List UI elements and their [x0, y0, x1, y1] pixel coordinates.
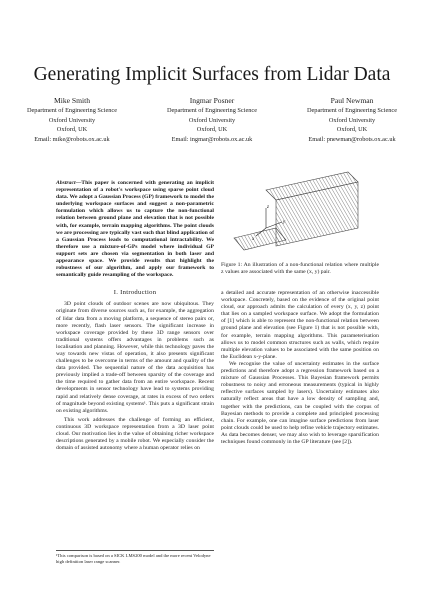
author-2: [144, 96, 280, 144]
author-3: [284, 96, 420, 144]
figure-caption: Figure 1: An illustration of a non-functional relation where multiple z values are associated with the same (x, y) pair.: [221, 262, 379, 276]
author-email: Email: mike@robots.ox.ac.uk: [34, 135, 110, 143]
author-department: Department of Engineering Science: [26, 107, 118, 114]
author-email: Email: ingmar@robots.ox.ac.uk: [171, 135, 253, 143]
author-department: Department of Engineering Science: [306, 107, 398, 114]
author-university: Oxford University: [48, 116, 96, 124]
lower-surface: [234, 228, 286, 250]
author-university: Oxford University: [328, 116, 376, 124]
author-name: Ingmar Posner: [189, 96, 235, 105]
author-1: [4, 96, 140, 144]
right-column: [221, 290, 379, 446]
y-axis-label: y: [283, 220, 286, 225]
x-axis-label: x: [252, 237, 255, 242]
abstract: Abstract—This paper is concerned with generating an implicit representation of a robot's workspace using sparse point cloud data. We adopt a Gaussian Process (GP) framework to model the underlying workspace surfaces and suggest a non-parametric formulation which allows us to capture the non-functional relation between ground plane and elevation that is not possible with, for example, terrain mapping algorithms. The point clouds we are processing are typically vast such that blind application of a Gaussian Process leads to computational intractability. We therefore use a mixture-of-GPs model where individual GP support sets are chosen via segmentation in both laser and appearance space. We provide results that highlight the robustness of our algorithm, and apply our framework to semantically guide resampling of the workspace.: [56, 180, 214, 279]
author-city: Oxford, UK: [196, 126, 228, 133]
abstract-label: Abstract: [56, 180, 76, 186]
intro-paragraph-4: We recognise the value of uncertainty estimates in the surface predictions and therefore adopt a regression framework based on a mixture of Gaussian Processes. This Bayesian framework permits robustness to noisy and erroneous measurements (typical in highly reflective surfaces sampled by lasers). Uncertainty estimates also naturally reflect areas that have a low density of sampling and, together with the predictions, can be coupled with the corpus of Bayesian methods to provide a complete and principled processing chain. For example, one can imagine surface predictions from laser point clouds could be used to help refine vehicle trajectory estimates. As data becomes denser, we may also wish to leverage sparsification techniques found commonly in the GP literature (see [2]).: [221, 360, 379, 445]
intro-paragraph-3: a detailed and accurate representation of an otherwise inaccessible workspace. Concretely, based on the evidence of the original point cloud, our approach admits the calculation of every (x, y, z) point that lies on a sampled workspace surface. We adopt the formulation of [1] which is able to represent the non-functional relation between ground plane and elevation (see Figure 1) that is not possible with, for example, terrain mapping algorithms. This parameterisation allows us to model common structures such as walls, which require multiple elevation values to be associated with the same position on the Euclidean x-y-plane.: [221, 290, 379, 360]
intro-paragraph-1: 3D point clouds of outdoor scenes are now ubiquitous. They originate from diverse sources such as, for example, the aggregation of lidar data from a moving platform, a sequence of stereo pairs or, more recently, flash laser sensors. The significant increase in workspace coverage provided by these 3D range sensors over traditional systems offers advantages in problems such as localisation and planning. However, while this technology paves the way towards new vistas of operation, it also presents significant challenges to be overcome in terms of the amount and quality of the data provided. The sequential nature of the data acquisition has previously implied a trade-off between sparsity of the coverage and the time required to gather data from an entire workspace. Recent developments in sensor technology have lead to systems providing rapid and relatively dense coverage, at rates in excess of two orders of magnitude beyond existing systems¹. This puts a significant strain on existing algorithms.: [56, 301, 214, 414]
author-name: Mike Smith: [53, 96, 91, 105]
footnote: ¹This comparison is based on a SICK LMS200 model and the more recent Velodyne high definition laser range scanner.: [56, 550, 214, 565]
author-city: Oxford, UK: [336, 126, 368, 133]
author-department: Department of Engineering Science: [166, 107, 258, 114]
author-email: Email: pnewman@robots.ox.ac.uk: [308, 135, 396, 143]
section-heading: I. Introduction: [113, 289, 157, 297]
figure-1-surface: [226, 168, 374, 260]
paper-title: Generating Implicit Surfaces from Lidar Data: [33, 64, 391, 85]
author-city: Oxford, UK: [56, 126, 88, 133]
author-block: [4, 96, 420, 144]
author-university: Oxford University: [188, 116, 236, 124]
abstract-text: This paper is concerned with generating an implicit representation of a robot's workspace using sparse point cloud data. We adopt a Gaussian Process (GP) framework to model the underlying workspace surfaces and suggest a non-parametric formulation which allows us to capture the non-functional relation between ground plane and elevation that is not possible with, for example, terrain mapping algorithms. The point clouds we are processing are typically vast such that blind application of a Gaussian Process leads to computational intractability. We therefore use a mixture-of-GPs model where individual GP support sets are chosen via segmentation in both laser and appearance space. We provide results that highlight the robustness of our algorithm, and apply our framework to semantically guide resampling of the workspace.: [56, 180, 214, 279]
intro-paragraph-2: This work addresses the challenge of forming an efficient, continuous 3D workspace representation from a 3D laser point cloud. Our motivation lies in the value of obtaining richer workspace descriptions generated by a mobile robot. We especially consider the domain of assisted autonomy where a human operator relies on: [56, 416, 214, 452]
z-axis-label: z: [267, 205, 269, 210]
left-column: [56, 180, 214, 452]
author-name: Paul Newman: [330, 96, 374, 105]
